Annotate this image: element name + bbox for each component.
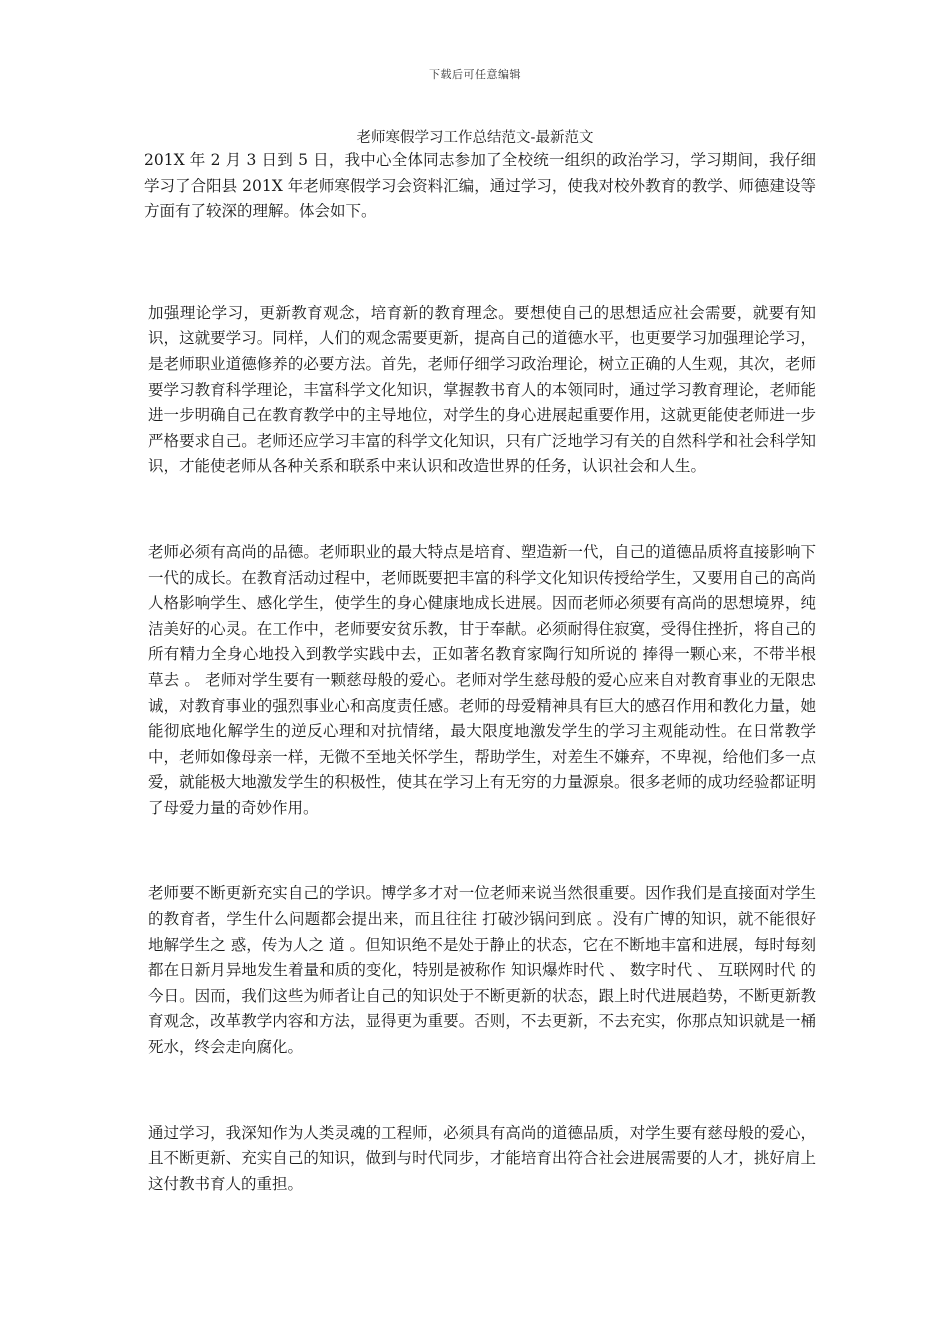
paragraph-noble-character: 老师必须有高尚的品德。老师职业的最大特点是培育、塑造新一代，自己的道德品质将直接影响下一代的成长。在教育活动过程中，老师既要把丰富的科学文化知识传授给学生，又要用自己的高尚人格影响学生、感化学生，使学生的身心健康地成长进展。因而老师必须要有高尚的思想境界，纯洁美好的心灵。在工作中，老师要安贫乐教，甘于奉献。必须耐得住寂寞，受得住挫折，将自己的所有精力全身心地投入到教学实践中去，正如著名教育家陶行知所说的 捧得一颗心来，不带半根草去 。 老师对学生要有一颗慈母般的爱心。老师对学生慈母般的爱心应来自对教育事业的无限忠诚，对教育事业的强烈事业心和高度责任感。老师的母爱精神具有巨大的感召作用和教化力量，她能彻底地化解学生的逆反心理和对抗情绪，最大限度地激发学生的学习主观能动性。在日常教学中，老师如像母亲一样，无微不至地关怀学生，帮助学生，对差生不嫌弃，不卑视，给他们多一点爱，就能极大地激发学生的积极性，使其在学习上有无穷的力量源泉。很多老师的成功经验都证明了母爱力量的奇妙作用。 [148,542,816,817]
paragraph-theory-study: 加强理论学习，更新教育观念，培育新的教育理念。要想使自己的思想适应社会需要，就要有知识，这就要学习。同样，人们的观念需要更新，提高自己的道德水平，也更要学习加强理论学习，是老师职业道德修养的必要方法。首先，老师仔细学习政治理论，树立正确的人生观，其次，老师要学习教育科学理论，丰富科学文化知识，掌握教书育人的本领同时，通过学习教育理论，老师能进一步明确自己在教育教学中的主导地位，对学生的身心进展起重要作用，这就更能使老师进一步严格要求自己。老师还应学习丰富的科学文化知识，只有广泛地学习有关的自然科学和社会科学知识，才能使老师从各种关系和联系中来认识和改造世界的任务，认识社会和人生。 [148,303,816,476]
document-title: 老师寒假学习工作总结范文-最新范文 [356,130,594,146]
page-header-note: 下载后可任意编辑 [429,68,521,81]
paragraph-intro: 201X 年 2 月 3 日到 5 日，我中心全体同志参加了全校统一组织的政治学习，学习期间，我仔细学习了合阳县 201X 年老师寒假学习会资料汇编，通过学习，使我对校外教育的教学、师德建设等方面有了较深的理解。体会如下。 [144,151,816,221]
paragraph-spacer [144,821,816,881]
paragraph-spacer [144,225,816,301]
paragraph-update-knowledge: 老师要不断更新充实自己的学识。博学多才对一位老师来说当然很重要。因作我们是直接面对学生的教育者，学生什么问题都会提出来，而且往往 打破沙锅问到底 。没有广博的知识，就不能很好地解学生之 惑，传为人之 道 。但知识绝不是处于静止的状态，它在不断地丰富和进展，每时每刻都在日新月异地发生着量和质的变化，特别是被称作 知识爆炸时代 、 数字时代 、 互联网时代 的今日。因而，我们这些为师者让自己的知识处于不断更新的状态，跟上时代进展趋势，不断更新教育观念，改革教学内容和方法，显得更为重要。否则，不去更新，不去充实，你那点知识就是一桶死水，终会走向腐化。 [148,884,816,1057]
paragraph-spacer [144,480,816,540]
paragraph-spacer [144,1061,816,1121]
document-body [144,148,816,1197]
paragraph-conclusion: 通过学习，我深知作为人类灵魂的工程师，必须具有高尚的道德品质，对学生要有慈母般的爱心，且不断更新、充实自己的知识，做到与时代同步，才能培育出符合社会进展需要的人才，挑好肩上这付教书育人的重担。 [148,1123,816,1193]
